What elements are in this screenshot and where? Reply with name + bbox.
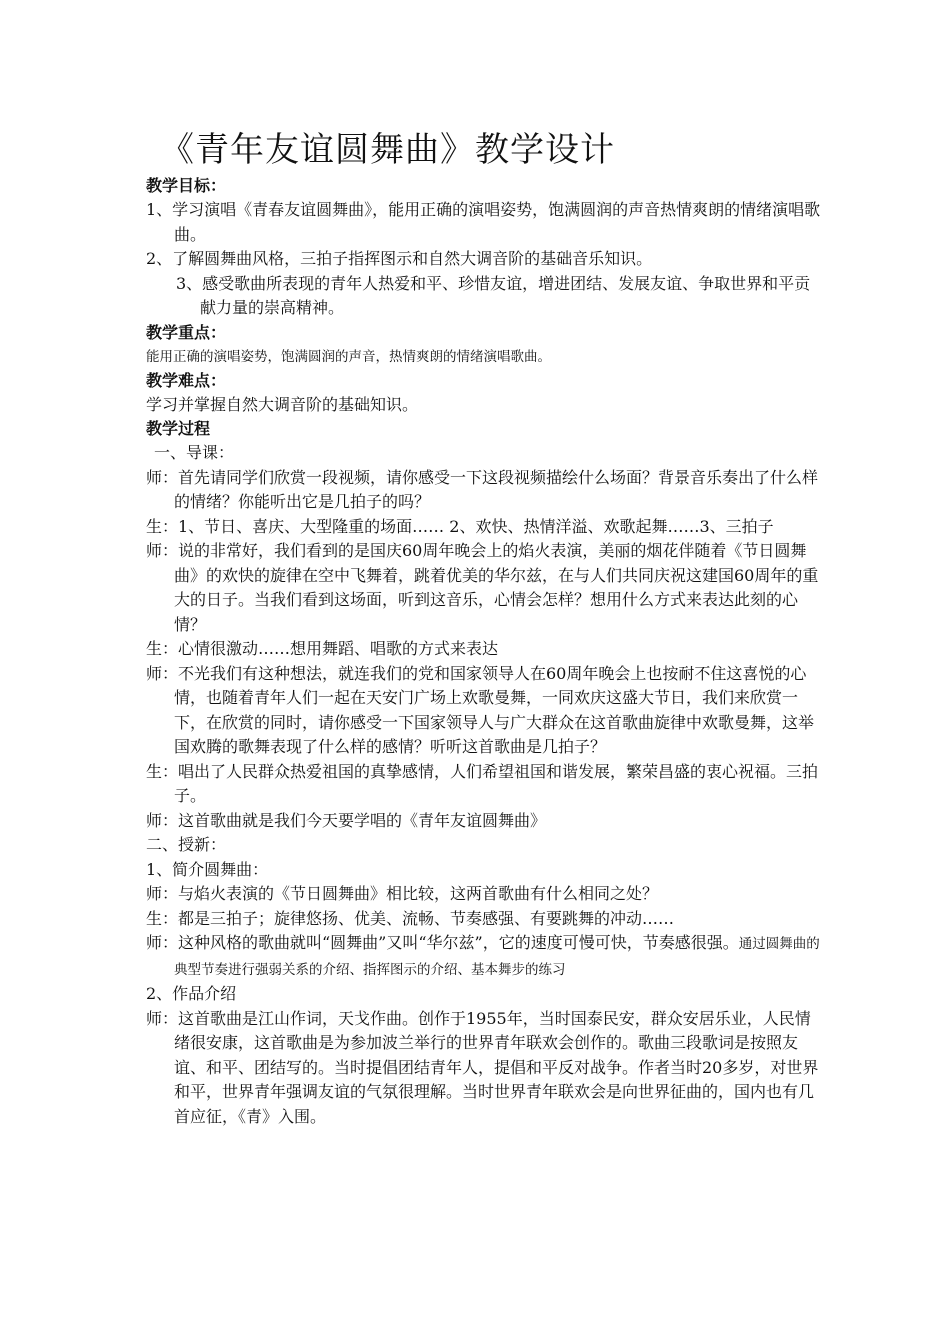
dialogue-line-main: 师：这种风格的歌曲就叫“圆舞曲”又叫“华尔兹”，它的速度可慢可快，节奏感很强。: [146, 933, 739, 952]
dialogue-line: 师：首先请同学们欣赏一段视频，请你感受一下这段视频描绘什么场面？背景音乐奏出了什么样的情绪？你能听出它是几拍子的吗？: [146, 467, 819, 511]
objective-item: 1、学习演唱《青春友谊圆舞曲》，能用正确的演唱姿势，饱满圆润的声音热情爽朗的情绪演唱歌曲。: [146, 200, 821, 244]
subsection-heading: 2、作品介绍: [146, 984, 237, 1003]
dialogue-line: 生：心情很激动……想用舞蹈、唱歌的方式来表达: [146, 639, 499, 658]
dialogue-line: 师：这首歌曲是江山作词，天戈作曲。创作于1955年，当时国泰民安，群众安居乐业，人民情绪很安康，这首歌曲是为参加波兰举行的世界青年联欢会创作的。歌曲三段歌词是按照友谊、和平、团结写的。当时提倡团结青年人，提倡和平反对战争。作者当时20多岁，对世界和平，世界青年强调友谊的气氛很理解。当时世界青年联欢会是向世界征曲的，国内也有几首应征，《青》入围。: [146, 1008, 819, 1126]
key-points-text: 能用正确的演唱姿势，饱满圆润的声音，热情爽朗的情绪演唱歌曲。: [146, 348, 551, 365]
dialogue-line: 生：1、节日、喜庆、大型隆重的场面…… 2、欢快、热情洋溢、欢歌起舞……3、三拍子: [146, 516, 774, 536]
dialogue-line: 生：都是三拍子；旋律悠扬、优美、流畅、节奏感强、有要跳舞的冲动……: [146, 908, 675, 928]
dialogue-line: 师：说的非常好，我们看到的是国庆60周年晚会上的焰火表演，美丽的烟花伴随着《节日圆舞曲》的欢快的旋律在空中飞舞着，跳着优美的华尔兹，在与人们共同庆祝这建国60周年的重大的日子。当我们看到这场面，听到这音乐，心情会怎样？想用什么方式来表达此刻的心情？: [146, 541, 819, 634]
dialogue-line: 师：这首歌曲就是我们今天要学唱的《青年友谊圆舞曲》: [146, 810, 547, 830]
dialogue-line: 师：不光我们有这种想法，就连我们的党和国家领导人在60周年晚会上也按耐不住这喜悦的心情，也随着青年人们一起在天安门广场上欢歌曼舞，一同欢庆这盛大节日，我们来欣赏一下，在欣赏的同时，请你感受一下国家领导人与广大群众在这首歌曲旋律中欢歌曼舞，这举国欢腾的歌舞表现了什么样的感情？听听这首歌曲是几拍子？: [146, 663, 815, 756]
dialogue-line: 师：与焰火表演的《节日圆舞曲》相比较，这两首歌曲有什么相同之处？: [146, 884, 659, 903]
key-points-heading: 教学重点：: [146, 322, 227, 342]
objective-item: 3、感受歌曲所表现的青年人热爱和平、珍惜友谊，增进团结、发展友谊、争取世界和平贡献力量的崇高精神。: [176, 273, 811, 317]
section-heading: 一、导课：: [154, 443, 235, 462]
process-heading: 教学过程: [146, 419, 211, 438]
dialogue-line: 生：唱出了人民群众热爱祖国的真挚感情，人们希望祖国和谐发展，繁荣昌盛的衷心祝福。三拍子。: [146, 761, 819, 805]
document-title: 《青年友谊圆舞曲》教学设计: [160, 130, 615, 170]
document-body: [146, 174, 826, 1129]
section-heading: 二、授新：: [146, 835, 227, 854]
objective-item: 2、了解圆舞曲风格，三拍子指挥图示和自然大调音阶的基础音乐知识。: [146, 249, 653, 268]
dialogue-line: [146, 931, 826, 982]
difficulties-text: 学习并掌握自然大调音阶的基础知识。: [146, 394, 419, 414]
difficulties-heading: 教学难点：: [146, 370, 227, 390]
dialogue-line-note: 通过圆舞曲的典型节奏进行强弱关系的介绍、指挥图示的介绍、基本舞步的练习: [174, 936, 820, 978]
subsection-heading: 1、简介圆舞曲：: [146, 859, 269, 879]
objectives-heading: 教学目标：: [146, 176, 227, 195]
